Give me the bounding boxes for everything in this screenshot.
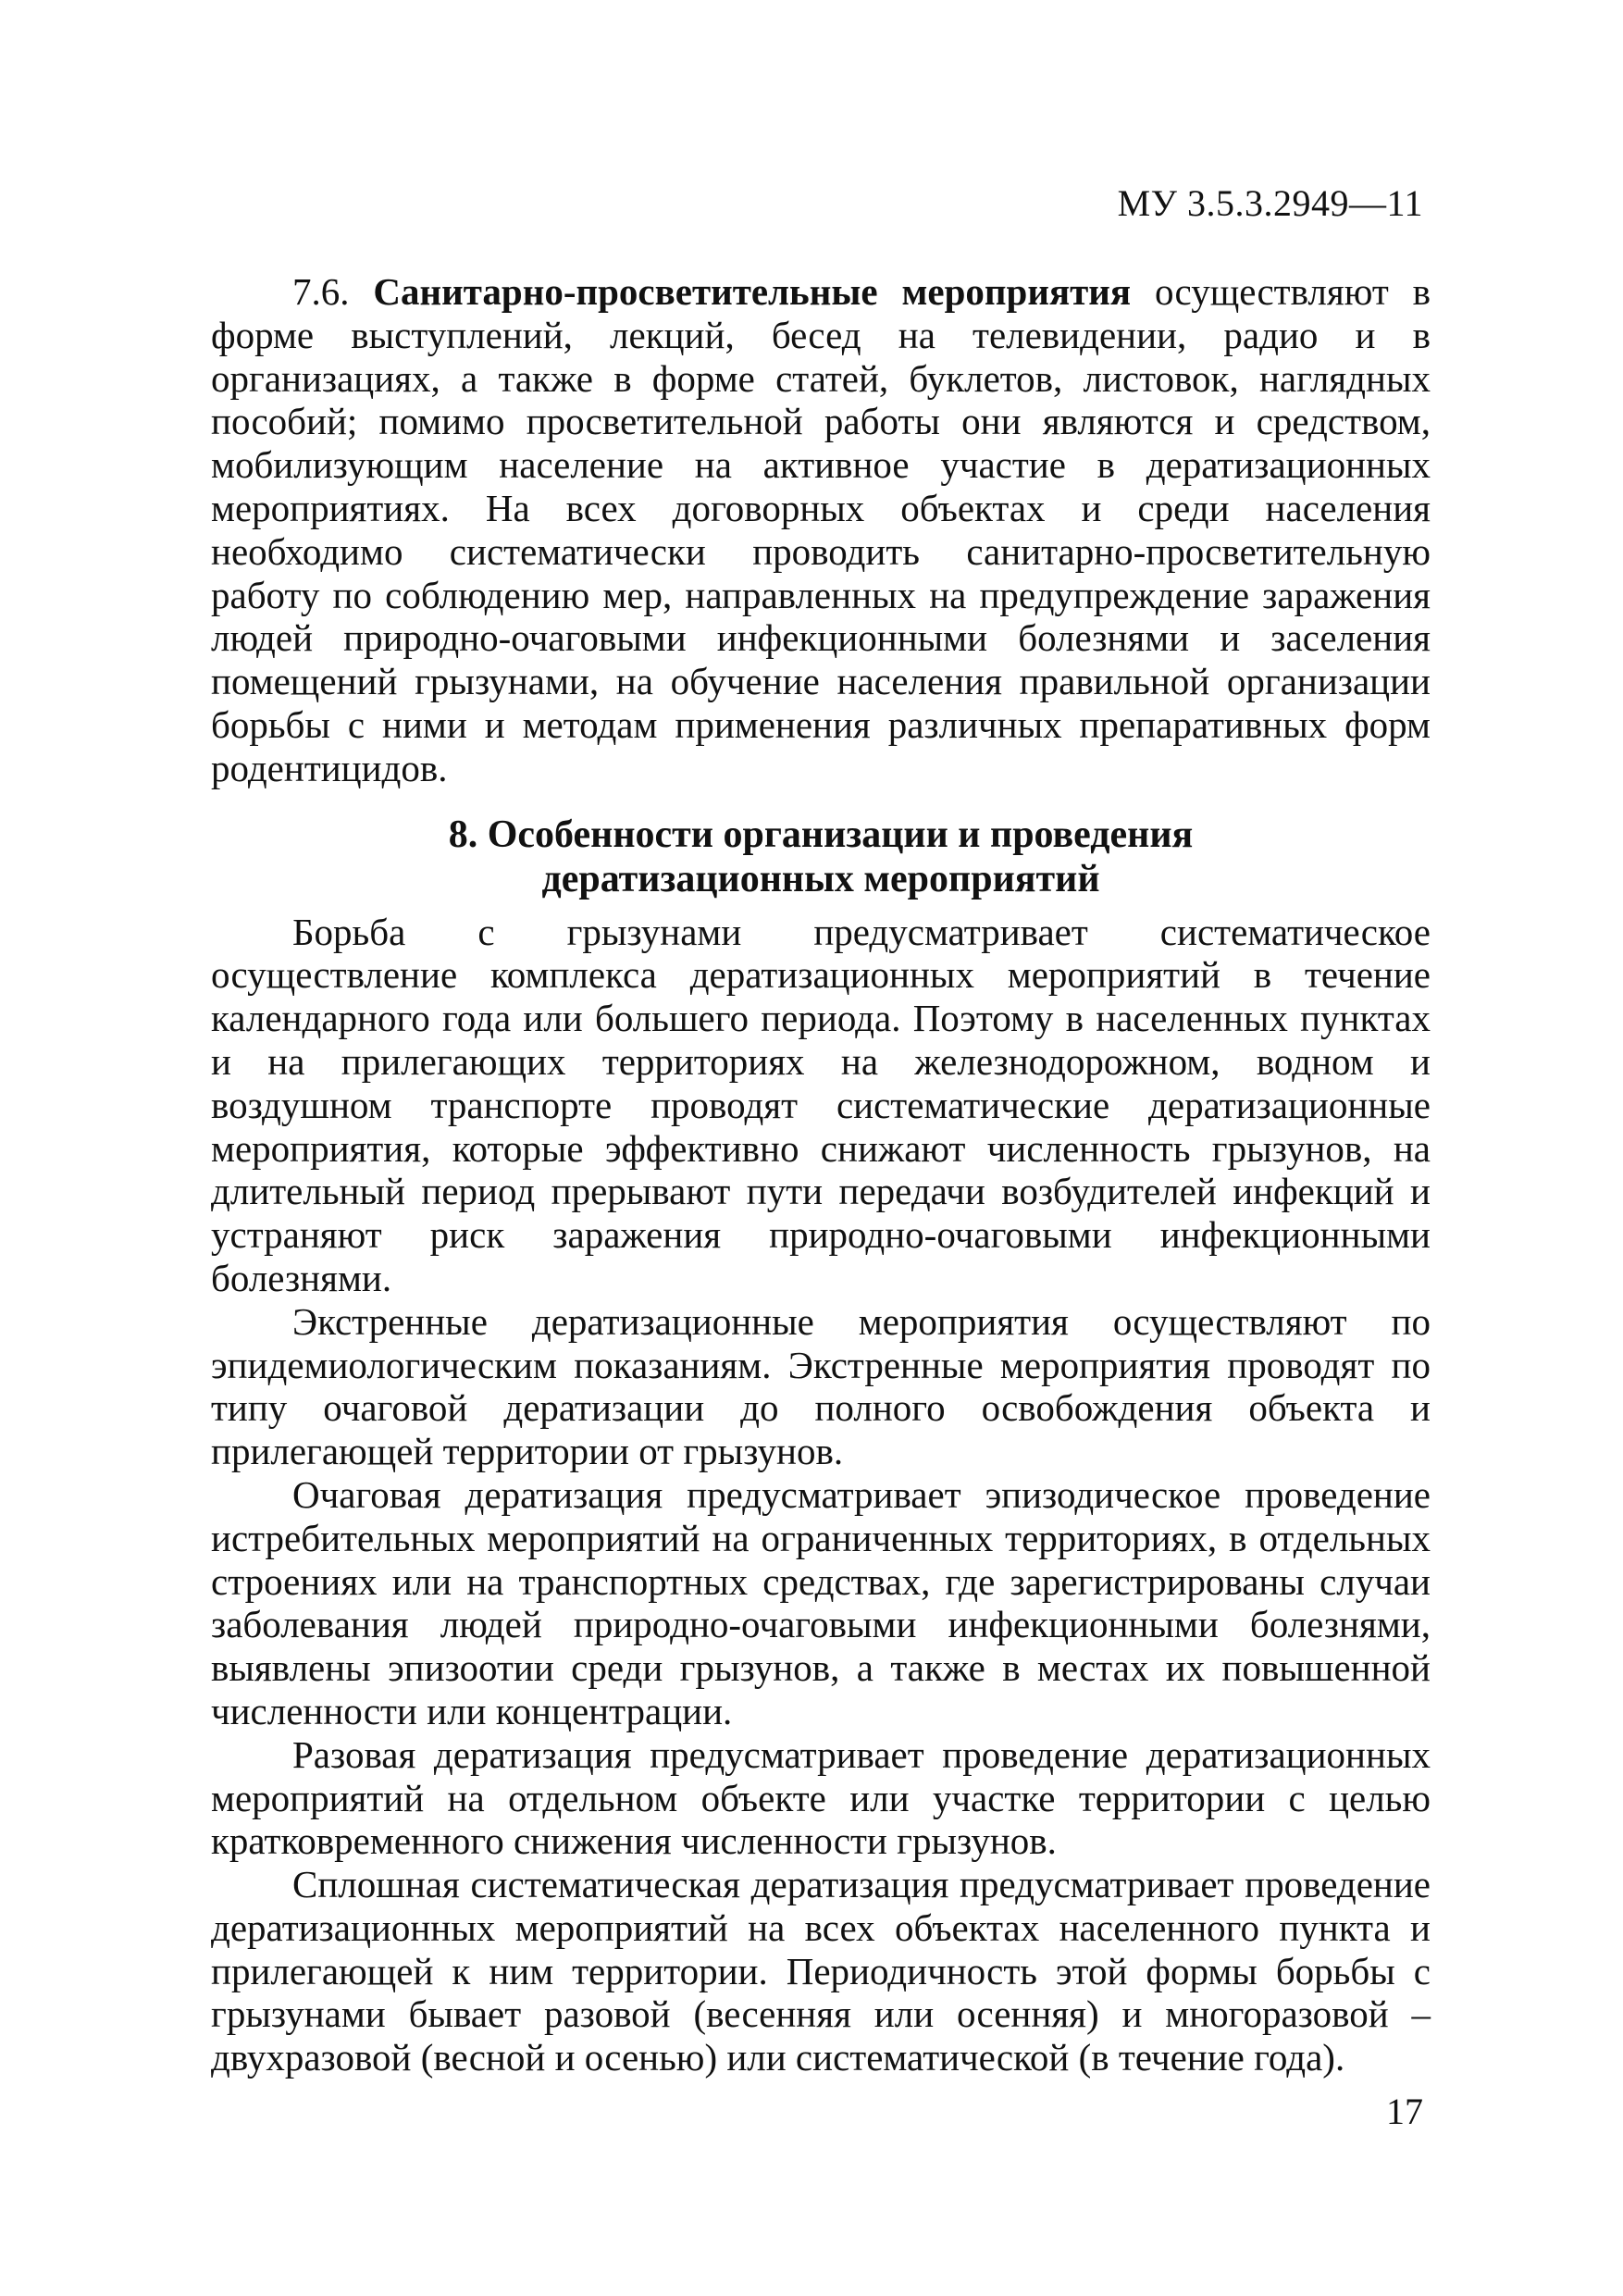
paragraph-rodent-control: Борьба с грызунами предусматривает систематическое осуществление комплекса дератизационных мероприятий в течение календарного года или большего периода. Поэтому в населенных пунктах и на прилегающих территориях на железнодорожном, водном и воздушном транспорте проводят систематические дератизационные мероприятия, которые эффективно снижают численность грызунов, на длительный период прерывают пути передачи возбудителей инфекций и устраняют риск заражения природно-очаговыми инфекционными болезнями. (211, 910, 1431, 1299)
paragraph-continuous-deratization: Сплошная систематическая дератизация предусматривает проведение дератизационных мероприятий на всех объектах населенного пункта и прилегающей к ним территории. Периодичность этой формы борьбы с грызунами бывает разовой (весенняя или осенняя) и многоразовой – двухразовой (весной и осенью) или систематической (в течение года). (211, 1863, 1431, 2079)
section-8-heading-line-1: 8. Особенности организации и проведения (448, 813, 1194, 856)
section-8-heading-line-2: дератизационных мероприятий (541, 857, 1100, 900)
paragraph-emergency-deratization: Экстренные дератизационные мероприятия осуществляют по эпидемиологическим показаниям. Экстренные мероприятия проводят по типу очаговой дератизации до полного освобождения объекта и прилегающей территории от грызунов. (211, 1299, 1431, 1473)
page-number: 17 (1386, 2091, 1423, 2132)
section-text: осуществляют в форме выступлений, лекций, бесед на телевидении, радио и в организациях, а также в форме статей, буклетов, листовок, наглядных пособий; помимо просветительной работы они являются и средством, мобилизующим население на активное участие в дератизационных мероприятиях. На всех договорных объектах и среди населения необходимо систематически проводить санитарно-просветительную работу по соблюдению мер, направленных на предупреждение заражения людей природно-очаговыми инфекционными болезнями и заселения помещений грызунами, на обучение населения правильной организации борьбы с ними и методам применения различных препаративных форм родентицидов. (211, 270, 1431, 789)
section-term: Санитарно-просветительные мероприятия (373, 270, 1132, 313)
document-code-header: МУ 3.5.3.2949—11 (1117, 182, 1423, 224)
paragraph-focal-deratization: Очаговая дератизация предусматривает эпизодическое проведение истребительных мероприятий на ограниченных территориях, в отдельных строениях или на транспортных средствах, где зарегистрированы случаи заболевания людей природно-очаговыми инфекционными болезнями, выявлены эпизоотии среди грызунов, а также в местах их повышенной численности или концентрации. (211, 1472, 1431, 1732)
section-number: 7.6. (292, 270, 350, 313)
paragraph-7-6 (211, 270, 1431, 790)
paragraph-one-time-deratization: Разовая дератизация предусматривает проведение дератизационных мероприятий на отдельном объекте или участке территории с целью кратковременного снижения численности грызунов. (211, 1732, 1431, 1863)
section-8-heading (211, 813, 1431, 901)
document-body (211, 270, 1431, 2079)
